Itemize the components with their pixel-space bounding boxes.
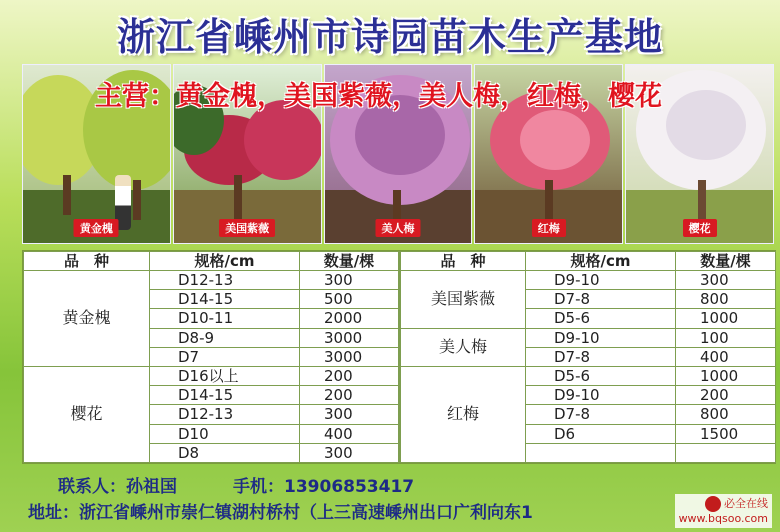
qty-cell: 1000 [676,309,776,328]
header-qty: 数量/棵 [300,252,400,271]
qty-cell: 200 [300,366,400,385]
contact-person: 联系人：孙祖国 [58,477,177,497]
table-row [24,271,776,290]
header-qty: 数量/棵 [676,252,776,271]
spec-cell: D16以上 [150,366,300,385]
watermark-url: www.bqsoo.com [678,512,768,525]
header-variety: 品 种 [24,252,150,271]
spec-cell: D5-6 [526,366,676,385]
spec-cell: D14-15 [150,290,300,309]
spec-cell [526,443,676,462]
qty-cell: 1000 [676,366,776,385]
photo-label: 樱花 [683,219,717,237]
spec-cell: D7-8 [526,290,676,309]
watermark-name: 必全在线 [724,497,768,510]
spec-cell: D8-9 [150,328,300,347]
qty-cell: 300 [676,271,776,290]
qty-cell: 400 [676,347,776,366]
qty-cell: 200 [300,386,400,405]
qty-cell: 400 [300,424,400,443]
qty-cell: 500 [300,290,400,309]
address-line: 地址：浙江省嵊州市崇仁镇湖村桥村（上三高速嵊州出口广利向东1 [28,503,533,523]
qty-cell: 300 [300,405,400,424]
table-header-row [24,252,776,271]
spec-cell: D12-13 [150,405,300,424]
variety-name: 美人梅 [400,328,526,366]
spec-cell: D7-8 [526,347,676,366]
variety-name: 樱花 [24,366,150,462]
spec-cell: D14-15 [150,386,300,405]
spec-cell: D12-13 [150,271,300,290]
spec-cell: D8 [150,443,300,462]
header-variety: 品 种 [400,252,526,271]
spec-cell: D10-11 [150,309,300,328]
spec-cell: D7 [150,347,300,366]
qty-cell: 300 [300,443,400,462]
qty-cell: 3000 [300,347,400,366]
variety-name: 黄金槐 [24,271,150,367]
qty-cell: 2000 [300,309,400,328]
spec-cell: D6 [526,424,676,443]
spec-cell: D5-6 [526,309,676,328]
variety-name: 美国紫薇 [400,271,526,329]
site-logo-icon [705,496,721,512]
main-products-line: 主营：黄金槐，美国紫薇，美人梅，红梅，樱花 [95,81,662,112]
qty-cell: 1500 [676,424,776,443]
contact-phone: 手机：13906853417 [233,477,415,497]
qty-cell: 200 [676,386,776,405]
qty-cell: 800 [676,290,776,309]
qty-cell: 300 [300,271,400,290]
spec-cell: D7-8 [526,405,676,424]
spec-cell: D9-10 [526,386,676,405]
contact-line [58,472,414,497]
qty-cell: 800 [676,405,776,424]
stock-table [22,250,776,464]
site-watermark [675,494,772,528]
qty-cell: 3000 [300,328,400,347]
header-spec: 规格/cm [150,252,300,271]
header-spec: 规格/cm [526,252,676,271]
spec-cell: D10 [150,424,300,443]
qty-cell: 100 [676,328,776,347]
spec-cell: D9-10 [526,328,676,347]
table-row [24,366,776,385]
page-title: 浙江省嵊州市诗园苗木生产基地 [116,15,663,59]
variety-name: 红梅 [400,366,526,462]
photo-label: 红梅 [532,219,566,237]
photo-label: 美国紫薇 [219,219,275,237]
photo-label: 美人梅 [375,219,420,237]
photo-label: 黄金槐 [74,219,119,237]
spec-cell: D9-10 [526,271,676,290]
qty-cell [676,443,776,462]
